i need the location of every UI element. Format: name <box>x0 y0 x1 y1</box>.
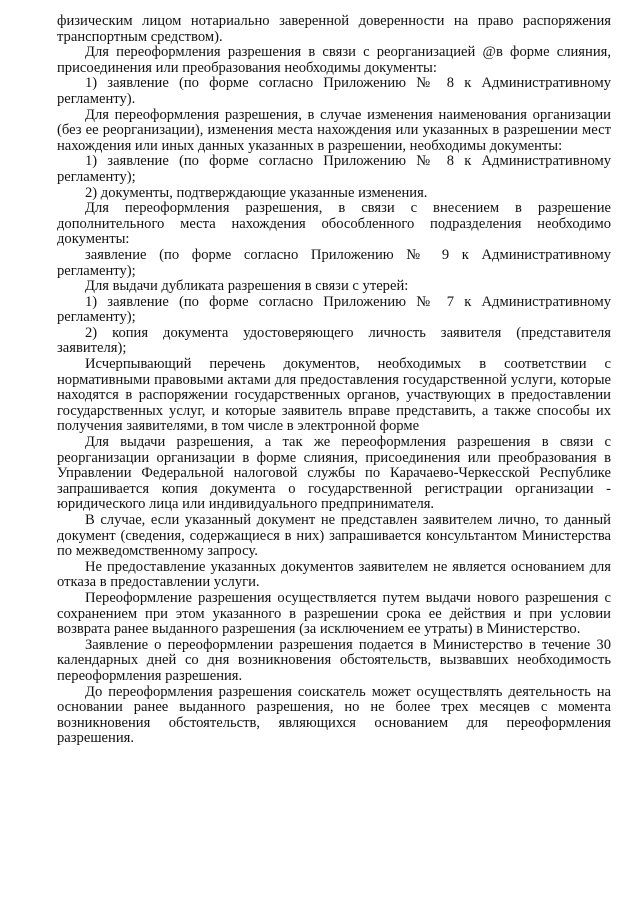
paragraph: До переоформления разрешения соискатель может осуществлять деятельность на основании ранее выданного разрешения, но не более трех месяцев с момента возникновения обстоятельств, являющихся основанием для переоформления разрешения. <box>57 683 611 747</box>
paragraph: В случае, если указанный документ не представлен заявителем лично, то данный документ (сведения, содержащиеся в них) запрашивается консультантом Министерства по межведомственному запросу. <box>57 512 611 560</box>
paragraph: Для выдачи разрешения, а так же переоформления разрешения в связи с реорганизации организации в форме слияния, присоединения или преобразования в Управлении Федеральной налоговой службы по Карачаево-Черкесской Республике запрашивается копия документа о государственной регистрации организации - юридического лица или индивидуального предпринимателя. <box>57 434 611 513</box>
paragraph: Заявление о переоформлении разрешения подается в Министерство в течение 30 календарных дней со дня возникновения обстоятельств, вызвавших необходимость переоформления разрешения. <box>57 636 611 684</box>
paragraph: Для выдачи дубликата разрешения в связи с утерей: <box>85 278 409 295</box>
paragraph: Исчерпывающий перечень документов, необходимых в соответствии с нормативными правовыми актами для предоставления государственной услуги, которые находятся в распоряжении государственных органов, участвующих в предоставлении государственных услуг, и которые заявитель вправе представить, а также способы их получения заявителями, в том числе в электронной форме <box>57 356 611 435</box>
document-body <box>57 14 611 747</box>
paragraph: Переоформление разрешения осуществляется путем выдачи нового разрешения с сохранением при этом указанного в разрешении срока ее действия и при условии возврата ранее выданного разрешения (за исключением ее утраты) в Министерство. <box>57 589 611 638</box>
paragraph: 2) документы, подтверждающие указанные изменения. <box>85 184 428 201</box>
paragraph: Не предоставление указанных документов заявителем не является основанием для отказа в предоставлении услуги. <box>57 558 611 591</box>
paragraph: Для переоформления разрешения в связи с реорганизацией @в форме слияния, присоединения или преобразования необходимы документы: <box>57 44 611 76</box>
paragraph: Для переоформления разрешения, в случае изменения наименования организации (без ее реорганизации), изменения места нахождения или указанных в разрешении мест нахождения или иных данных указанных в разрешении, необходимы документы: <box>57 106 611 154</box>
paragraph: 2) копия документа удостоверяющего личность заявителя (представителя заявителя); <box>57 324 611 357</box>
paragraph: физическим лицом нотариально заверенной доверенности на право распоряжения транспортным средством). <box>57 13 611 45</box>
paragraph: 1) заявление (по форме согласно Приложению № 8 к Административному регламенту). <box>57 75 611 107</box>
paragraph: Для переоформления разрешения, в связи с внесением в разрешение дополнительного места нахождения обособленного подразделения необходимо документы: <box>57 200 611 248</box>
paragraph: 1) заявление (по форме согласно Приложению № 8 к Административному регламенту); <box>57 153 611 185</box>
paragraph: 1) заявление (по форме согласно Приложению № 7 к Административному регламенту); <box>57 293 611 326</box>
paragraph: заявление (по форме согласно Приложению № 9 к Административному регламенту); <box>57 246 611 279</box>
